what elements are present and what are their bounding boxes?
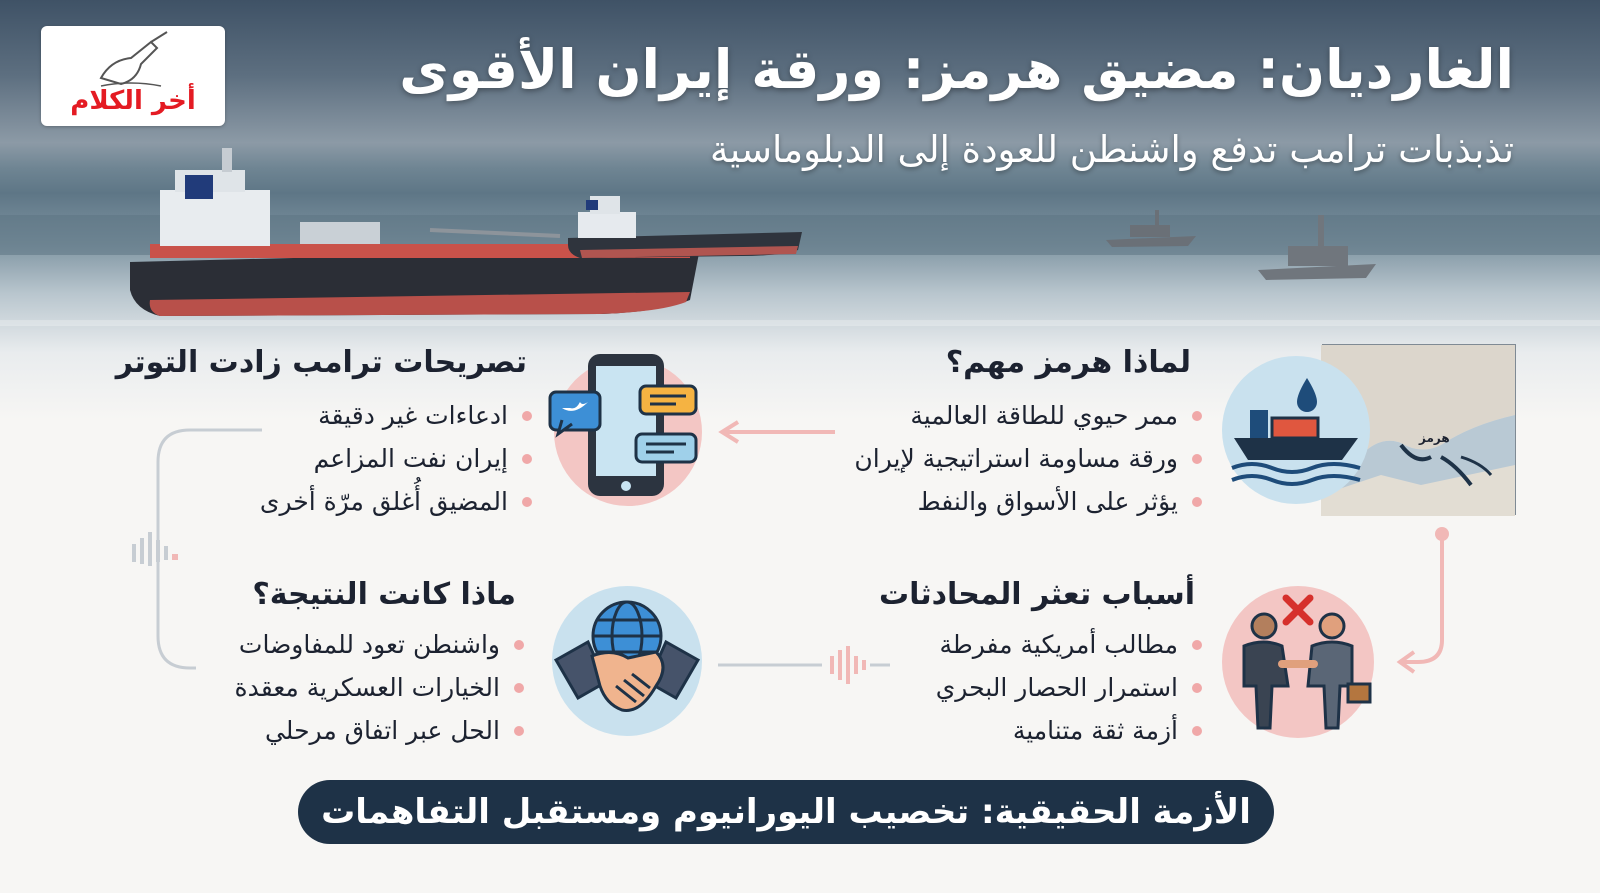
list-item: إيران نفت المزاعم xyxy=(260,437,532,480)
talks-failure-title: أسباب تعثر المحادثات xyxy=(878,577,1195,612)
list-item: واشنطن تعود للمفاوضات xyxy=(234,623,524,666)
bullet-icon xyxy=(514,726,524,736)
bullet-icon xyxy=(1192,726,1202,736)
list-item: المضيق أُغلق مرّة أخرى xyxy=(260,480,532,523)
bullet-icon xyxy=(514,683,524,693)
logo-text: أخر الكلام xyxy=(70,86,196,116)
cargo-ship-icon xyxy=(1222,356,1370,504)
why-hormuz-list xyxy=(854,394,1202,523)
page-title: الغارديان: مضيق هرمز: ورقة إيران الأقوى xyxy=(399,38,1514,101)
tanker-circle xyxy=(1222,356,1370,504)
phone-circle xyxy=(554,358,702,506)
list-item: أزمة ثقة متنامية xyxy=(936,709,1202,752)
bullet-icon xyxy=(1192,683,1202,693)
connector-dot xyxy=(1435,527,1449,541)
bullet-icon xyxy=(1192,411,1202,421)
list-item: مطالب أمريكية مفرطة xyxy=(936,623,1202,666)
result-title: ماذا كانت النتيجة؟ xyxy=(252,577,516,612)
list-item: الحل عبر اتفاق مرحلي xyxy=(234,709,524,752)
bullet-icon xyxy=(522,497,532,507)
bullet-icon xyxy=(1192,454,1202,464)
list-item: ورقة مساومة استراتيجية لإيران xyxy=(854,437,1202,480)
bullet-icon xyxy=(522,411,532,421)
handshake-globe-icon xyxy=(552,586,702,736)
signal-bars-middle xyxy=(830,646,866,684)
list-item: يؤثر على الأسواق والنفط xyxy=(854,480,1202,523)
signal-bars-left xyxy=(132,532,168,566)
list-item: الخيارات العسكرية معقدة xyxy=(234,666,524,709)
negotiation-circle xyxy=(1222,586,1374,738)
page-subtitle: تذبذبات ترامب تدفع واشنطن للعودة إلى الدبلوماسية xyxy=(710,128,1514,171)
trump-statements-title: تصريحات ترامب زادت التوتر xyxy=(115,345,527,380)
bullet-icon xyxy=(1192,640,1202,650)
bullet-icon xyxy=(522,454,532,464)
phone-chat-icon xyxy=(546,352,706,512)
map-label: هرمز xyxy=(1419,431,1450,445)
right-curve xyxy=(1402,540,1442,662)
list-item: ممر حيوي للطاقة العالمية xyxy=(854,394,1202,437)
talks-failure-list xyxy=(936,623,1202,752)
list-item: ادعاءات غير دقيقة xyxy=(260,394,532,437)
bullet-icon xyxy=(1192,497,1202,507)
footer-banner: الأزمة الحقيقية: تخصيب اليورانيوم ومستقبل التفاهمات xyxy=(298,780,1274,844)
why-hormuz-title: لماذا هرمز مهم؟ xyxy=(945,345,1191,380)
bullet-icon xyxy=(514,640,524,650)
result-list xyxy=(234,623,524,752)
list-item: استمرار الحصار البحري xyxy=(936,666,1202,709)
trump-statements-list xyxy=(260,394,532,523)
businessmen-icon xyxy=(1222,586,1374,738)
handshake-circle xyxy=(552,586,702,736)
